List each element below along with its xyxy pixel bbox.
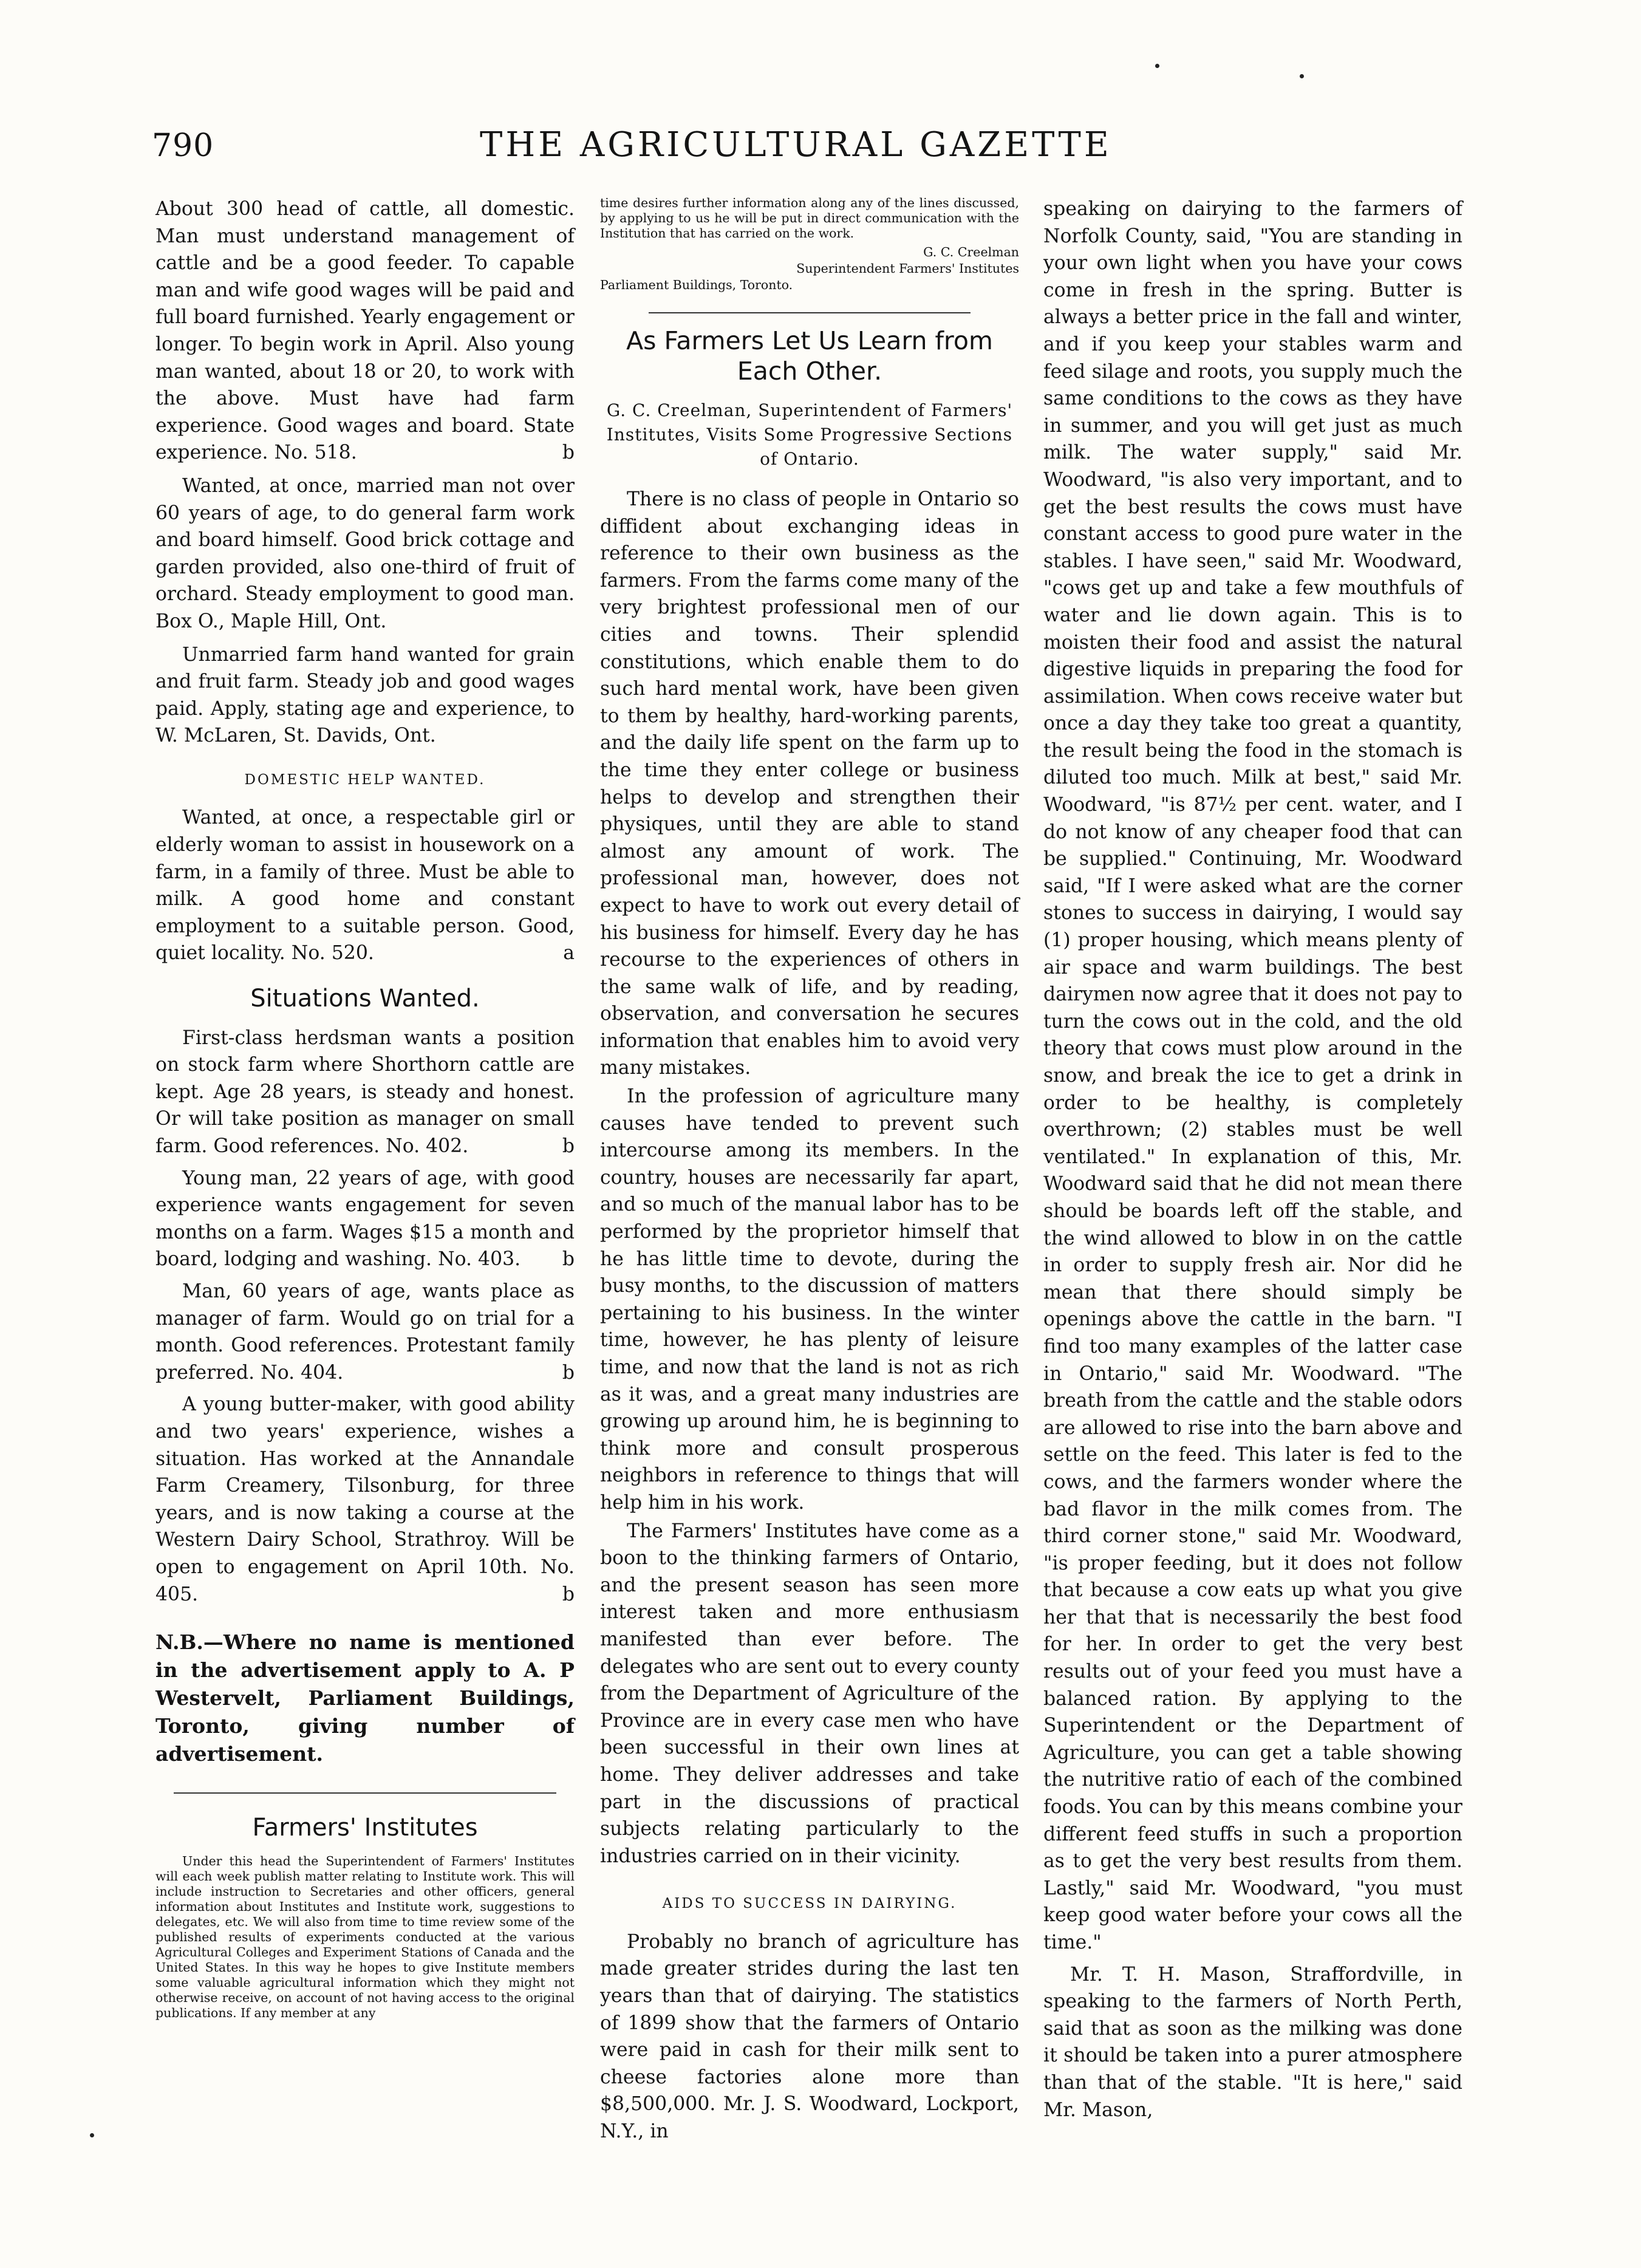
article-paragraph: Probably no branch of agriculture has made greater strides during the last ten years than that of dairying. The statistics of 1899 show that the farmers of Ontario were paid in cash for their milk sent to cheese factories alone more than $8,500,000. Mr. J. S. Woodward, Lockport, N.Y., in — [600, 1930, 1019, 2143]
article-paragraph: The Farmers' Institutes have come as a boon to the thinking farmers of Ontario, and the present season has seen more interest taken and more enthusiasm manifested than ever before. The delegates who are sent out to every county from the Department of Agriculture of the Province are in every case men who have been successful in their own lines at home. They deliver addresses and take part in the discussions of practical subjects relating particularly to the industries carried on in their vicinity. — [600, 1520, 1019, 1867]
situation-403: Young man, 22 years of age, with good experience wants engagement for seven months on a farm. Wages $15 a month and board, lodging and washing. No. 403. b — [155, 1167, 575, 1271]
signature-title: Superintendent Farmers' Institutes — [796, 261, 1019, 276]
ink-speck — [1155, 64, 1159, 68]
ink-speck — [90, 2133, 94, 2137]
column-divider-rule — [174, 1792, 556, 1794]
column-2 — [600, 196, 1019, 2147]
institutes-notice-continued: time desires further information along any of the lines discussed, by applying to us he will be put in direct communication with the Institution that has carried on the work. — [600, 196, 1019, 241]
situation-404: Man, 60 years of age, wants place as manager of farm. Would go on trial for a month. Good references. Protestant family preferred. No. 404. b — [155, 1280, 575, 1384]
situations-wanted-heading: Situations Wanted. — [250, 985, 480, 1013]
article-title: As Farmers Let Us Learn from Each Other. — [626, 326, 993, 386]
situation-405: A young butter-maker, with good ability and two years' experience, wishes a situation. Has worked at the Annandale Farm Creamery, Tilsonburg, for three years, and is now taking a course at the Western Dairy School, Strathroy. Will be open to engagement on April 10th. No. 405. b — [155, 1393, 575, 1605]
article-subtitle: G. C. Creelman, Superintendent of Farmers' Institutes, Visits Some Progressive Sections of Ontario. — [606, 400, 1013, 469]
masthead-title: THE AGRICULTURAL GAZETTE — [480, 125, 1112, 165]
nb-notice: N.B.—Where no name is mentioned in the advertisement apply to A. P Westervelt, Parliament Buildings, Toronto, giving number of advertisement. — [155, 1630, 575, 1766]
page-number: 790 — [152, 128, 214, 164]
signature-name: G. C. Creelman — [923, 245, 1019, 259]
column-1 — [155, 196, 575, 2022]
ad-domestic-help: Wanted, at once, a respectable girl or elderly woman to assist in housework on a farm, in a family of three. Must be able to milk. A good home and constant employment to a suitable person. Good, quiet locality. No. 520. a — [155, 807, 575, 965]
aids-heading: AIDS TO SUCCESS IN DAIRYING. — [662, 1896, 957, 1912]
ad-cattle-manager: About 300 head of cattle, all domestic. Man must understand management of cattle and be a good feeder. To capable man and wife good wages will be paid and full board furnished. Yearly engagement or longer. To begin work in April. Also young man wanted, about 18 or 20, to work with the above. Must have had farm experience. Good wages and board. State experience. No. 518. b — [155, 198, 575, 464]
article-paragraph: Mr. T. H. Mason, Straffordville, in speaking to the farmers of North Perth, said that as soon as the milking was done it should be taken into a purer atmosphere than that of the stable. "It is here," said Mr. Mason, — [1043, 1963, 1462, 2121]
article-paragraph: There is no class of people in Ontario so diffident about exchanging ideas in reference to their own business as the farmers. From the farms come many of the very brightest professional men of our cities and towns. Their splendid constitutions, which enable them to do such hard mental work, have been given to them by healthy, hard-working parents, and the daily life spent on the farm up to the time they enter college or business helps to develop and strengthen their physiques, until they are able to stand almost any amount of work. The professional man, however, does not expect to have to work out every detail of his business for himself. Every day he has recourse to the experiences of others in the same walk of life, and by reading, observation, and conversation he secures information that enables him to avoid very many mistakes. — [600, 488, 1019, 1079]
ad-unmarried-hand: Unmarried farm hand wanted for grain and fruit farm. Steady job and good wages paid. Apply, stating age and experience, to W. McLaren, St. Davids, Ont. — [155, 643, 575, 747]
ink-speck — [1300, 74, 1304, 78]
article-paragraph: speaking on dairying to the farmers of Norfolk County, said, "You are standing in your own light when you have your cows come in fresh in the spring. Butter is always a better price in the fall and winter, and if you keep your stables warm and feed silage and roots, you supply much the same conditions to the cows as they have in summer, and you will get just as much milk. The water supply," said Mr. Woodward, "is also very important, and to get the best results the cows must have constant access to good pure water in the stables. I have seen," said Mr. Woodward, "cows get up and take a few mouthfuls of water and lie down again. This is to moisten their food and assist the natural digestive liquids in preparing the food for assimilation. When cows receive water but once a day they take too great a quantity, the result being the food in the stomach is diluted too much. Milk at best," said Mr. Woodward, "is 87½ per cent. water, and I do not know of any cheaper food that can be supplied." Continuing, Mr. Woodward said, "If I were asked what are the corner stones to success in dairying, I would say (1) proper housing, which means plenty of air space and warm buildings. The best dairymen now agree that it does not pay to turn the cows out in the cold, and the old theory that cows must plow around in the snow, and break the ice to get a drink in order to be healthy, is completely overthrown; (2) stables must be well ventilated." In explanation of this, Mr. Woodward said that he did not mean there should be boards left off the stable, and the wind allowed to blow in on the cattle in order to supply fresh air. Nor did he mean that there should simply be openings above the cattle in the barn. "I find too many examples of the latter case in Ontario," said Mr. Woodward. "The breath from the cattle and the stable odors are allowed to rise into the barn above and settle on the feed. This later is fed to the cows, and the farmers wonder where the bad flavor in the milk comes from. The third corner stone," said Mr. Woodward, "is proper feeding, but it does not follow that because a cow eats up what you give her that that is necessarily the best food for her. In order to get the very best results out of your feed you must have a balanced ration. By applying to the Superintendent or the Department of Agriculture, you can get a table showing the nutritive ratio of each of the combined foods. You can by this means combine your different feed stuffs in such a proportion as to get the very best results from them. Lastly," said Mr. Woodward, "you must keep good water before your cows all the time." — [1043, 198, 1462, 1953]
situation-402: First-class herdsman wants a position on stock farm where Shorthorn cattle are kept. Age 28 years, is steady and honest. Or will take position as manager on small farm. Good references. No. 402. b — [155, 1026, 575, 1157]
farmers-institutes-heading: Farmers' Institutes — [252, 1814, 478, 1842]
article-paragraph: In the profession of agriculture many causes have tended to prevent such intercourse among its members. In the country, houses are necessarily far apart, and so much of the manual labor has to be performed by the proprietor himself that he has little time to devote, during the busy months, to the discussion of matters pertaining to his business. In the winter time, however, he has plenty of leisure time, and now that the land is not as rich as it was, and a great many industries are growing up around him, he is beginning to think more and consult prosperous neighbors in reference to things that will help him in his work. — [600, 1085, 1019, 1514]
signature-address: Parliament Buildings, Toronto. — [600, 278, 793, 292]
article-divider-rule — [649, 312, 971, 313]
domestic-help-heading: DOMESTIC HELP WANTED. — [244, 771, 486, 788]
ad-married-man: Wanted, at once, married man not over 60 years of age, to do general farm work and board himself. Good brick cottage and garden provided, also one-third of fruit of orchard. Steady employment to good man. Box O., Maple Hill, Ont. — [155, 474, 575, 632]
column-3 — [1043, 196, 1462, 2125]
institutes-notice: Under this head the Superintendent of Farmers' Institutes will each week publish matter relating to Institute work. This will include instruction to Secretaries and other officers, general information about Institutes and Institute work, suggestions to delegates, etc. We will also from time to time review some of the published results of experiments conducted at the various Agricultural Colleges and Experiment Stations of Canada and the United States. In this way he hopes to give Institute members some valuable agricultural information which they might not otherwise receive, on account of not having access to the original publications. If any member at any — [155, 1853, 575, 2020]
